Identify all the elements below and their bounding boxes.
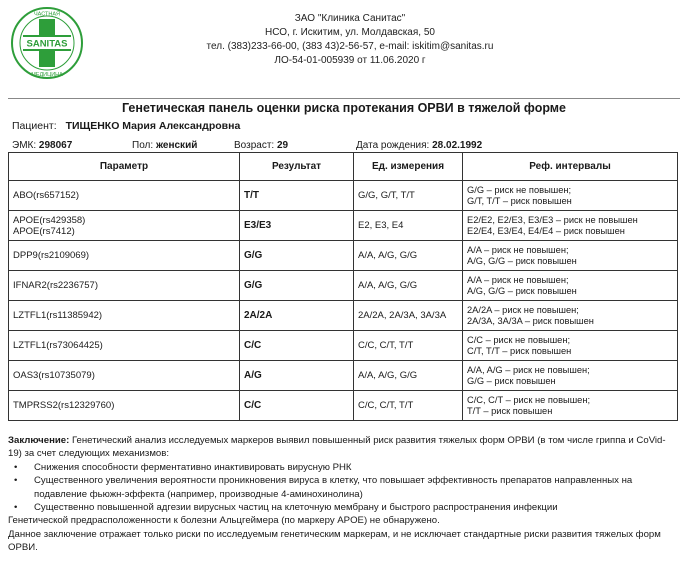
col-units: Ед. измерения	[354, 153, 463, 181]
param-cell: LZTFL1(rs73064425)	[9, 331, 240, 361]
ref-line: A/A – риск не повышен;	[467, 244, 569, 255]
result-cell: A/G	[240, 361, 354, 391]
table-row	[9, 391, 678, 421]
table-row	[9, 181, 678, 211]
units-cell: A/A, A/G, G/G	[354, 271, 463, 301]
ref-line: A/G, G/G – риск повышен	[467, 255, 577, 266]
ref-line: 2A/3A, 3A/3A – риск повышен	[467, 315, 594, 326]
header-divider	[8, 98, 680, 99]
ref-line: G/G – риск не повышен;	[467, 184, 572, 195]
sex-label: Пол:	[132, 140, 154, 151]
age-label: Возраст:	[234, 140, 275, 151]
conclusion-intro	[8, 434, 678, 461]
ref-line: A/A, A/G – риск не повышен;	[467, 364, 590, 375]
param-cell: IFNAR2(rs2236757)	[9, 271, 240, 301]
patient-label: Пациент:	[12, 120, 57, 132]
ref-line: A/G, G/G – риск повышен	[467, 285, 577, 296]
results-table	[8, 152, 678, 421]
param-cell: OAS3(rs10735079)	[9, 361, 240, 391]
age-value: 29	[276, 140, 289, 151]
patient-name: ТИЩЕНКО Мария Александровна	[65, 120, 241, 132]
result-cell: G/G	[240, 271, 354, 301]
dob-field	[356, 140, 482, 151]
units-cell: A/A, A/G, G/G	[354, 361, 463, 391]
result-cell: T/T	[240, 181, 354, 211]
list-item-text: Снижения способности ферментативно инактивировать вирусную РНК	[34, 461, 352, 473]
units-cell: E2, E3, E4	[354, 211, 463, 241]
table-row	[9, 331, 678, 361]
table-row	[9, 271, 678, 301]
table-row	[9, 301, 678, 331]
ref-line: C/C – риск не повышен;	[467, 334, 571, 345]
clinic-header	[140, 12, 560, 68]
param-cell: ABO(rs657152)	[9, 181, 240, 211]
ref-line: C/C, C/T – риск не повышен;	[467, 394, 591, 405]
clinic-license: ЛО-54-01-005939 от 11.06.2020 г	[274, 55, 426, 66]
list-item	[8, 501, 678, 514]
age-field	[234, 140, 288, 151]
conclusion	[8, 434, 678, 555]
logo-bottom-text: МЕДИЦИНА	[31, 72, 63, 78]
clinic-contacts: тел. (383)233-66-00, (383 43)2-56-57, e-mail: iskitim@sanitas.ru	[206, 41, 494, 52]
clinic-logo	[10, 6, 84, 80]
list-item-text: Существенно повышенной адгезии вирусных частиц на клеточную мембрану и быстрого распространения инфекции	[34, 502, 558, 514]
logo-center-text: SANITAS	[26, 38, 68, 50]
ref-line: C/T, T/T – риск повышен	[467, 345, 572, 356]
mechanism-list	[8, 461, 678, 515]
ref-line: G/G – риск повышен	[467, 375, 556, 386]
ref-cell	[463, 241, 678, 271]
table-header-row	[9, 153, 678, 181]
units-cell: 2A/2A, 2A/3A, 3A/3A	[354, 301, 463, 331]
col-result: Результат	[240, 153, 354, 181]
ref-line: A/A – риск не повышен;	[467, 274, 569, 285]
table-row	[9, 241, 678, 271]
conclusion-text: Генетический анализ исследуемых маркеров выявил повышенный риск развития тяжелых форм ОРВИ (в том числе гриппа и CoVid-19) за счет следующих механизмов:	[8, 435, 666, 460]
list-item	[8, 474, 678, 501]
col-param: Параметр	[9, 153, 240, 181]
units-cell: C/C, C/T, T/T	[354, 391, 463, 421]
ref-line: 2A/2A – риск не повышен;	[467, 304, 579, 315]
bullet-icon: •	[14, 461, 18, 473]
sex-value: женский	[155, 140, 198, 151]
table-row	[9, 211, 678, 241]
final-note: Данное заключение отражает только риски по исследуемым генетическим маркерам, и не исключает стандартные риски развития тяжелых форм ОРВИ.	[8, 528, 661, 554]
ref-cell	[463, 271, 678, 301]
ref-cell	[463, 301, 678, 331]
units-cell: G/G, G/T, T/T	[354, 181, 463, 211]
page-title: Генетическая панель оценки риска протекания ОРВИ в тяжелой форме	[121, 101, 566, 115]
clinic-address: НСО, г. Искитим, ул. Молдавская, 50	[265, 27, 435, 38]
ref-line: G/T, T/T – риск повышен	[467, 195, 572, 206]
apoe-line: Генетической предрасположенности к болезни Альцгеймера (по маркеру APOE) не обнаружено.	[8, 515, 440, 527]
result-cell: 2A/2A	[240, 301, 354, 331]
result-cell: E3/E3	[240, 211, 354, 241]
emk-label: ЭМК:	[12, 140, 37, 151]
dob-value: 28.02.1992	[432, 140, 483, 151]
param-cell: DPP9(rs2109069)	[9, 241, 240, 271]
ref-line: T/T – риск повышен	[467, 405, 553, 416]
param-cell: LZTFL1(rs11385942)	[9, 301, 240, 331]
param-cell	[9, 211, 240, 241]
ref-cell	[463, 211, 678, 241]
bullet-icon: •	[14, 475, 18, 487]
emk-field	[12, 140, 72, 151]
clinic-name: ЗАО "Клиника Санитас"	[294, 13, 406, 24]
col-ref: Реф. интервалы	[463, 153, 678, 181]
list-item	[8, 461, 678, 474]
emk-value: 298067	[38, 140, 73, 151]
ref-cell	[463, 361, 678, 391]
conclusion-label: Заключение:	[8, 435, 70, 446]
units-cell: A/A, A/G, G/G	[354, 241, 463, 271]
ref-line: E2/E4, E3/E4, E4/E4 – риск повышен	[467, 225, 625, 236]
result-cell: C/C	[240, 331, 354, 361]
param-line: APOE(rs7412)	[13, 225, 75, 237]
sex-field	[132, 140, 197, 151]
ref-cell	[463, 391, 678, 421]
list-item-text: Существенного увеличения вероятности проникновения вируса в клетку, что повышает эффективность препаратов направленных на подавление фьюжн-эффекта (например, производные 4-аминохинолина)	[34, 475, 633, 500]
logo-top-text: ЧАСТНАЯ	[34, 11, 60, 18]
param-cell: TMPRSS2(rs12329760)	[9, 391, 240, 421]
units-cell: C/C, C/T, T/T	[354, 331, 463, 361]
dob-label: Дата рождения:	[356, 140, 430, 151]
ref-cell	[463, 181, 678, 211]
ref-cell	[463, 331, 678, 361]
table-row	[9, 361, 678, 391]
result-cell: G/G	[240, 241, 354, 271]
patient-line	[12, 120, 240, 132]
param-line: APOE(rs429358)	[13, 214, 86, 226]
bullet-icon: •	[14, 502, 18, 514]
result-cell: C/C	[240, 391, 354, 421]
ref-line: E2/E2, E2/E3, E3/E3 – риск не повышен	[467, 214, 638, 225]
